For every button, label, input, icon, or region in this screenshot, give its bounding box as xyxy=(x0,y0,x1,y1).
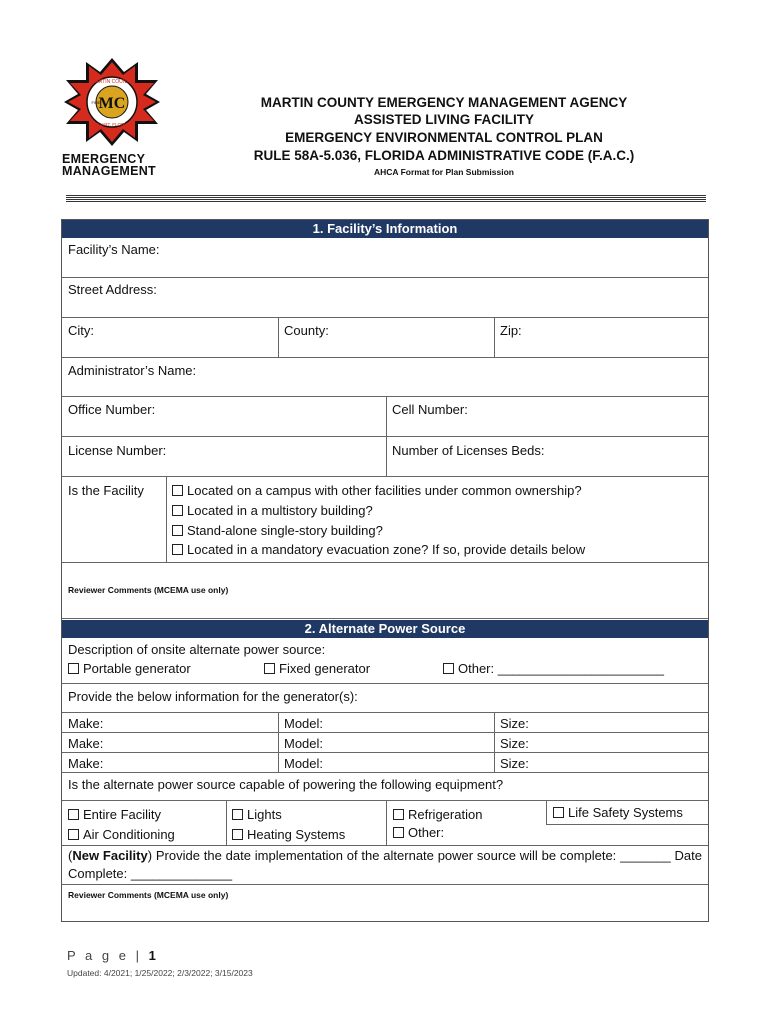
office-number-label: Office Number: xyxy=(68,402,156,417)
maltese-cross-emblem xyxy=(62,56,162,148)
logo-side-letters: FIRE xyxy=(91,100,101,105)
checkbox[interactable] xyxy=(68,663,79,674)
agency-logo xyxy=(62,56,162,178)
option-refrigeration[interactable]: Refrigeration xyxy=(393,807,482,822)
make-label-3: Make: xyxy=(68,756,104,771)
new-facility-statement: (New Facility) Provide the date implementation of the alternate power source will be complete: _______ Date Complete: ______________ xyxy=(68,848,702,881)
street-address-label: Street Address: xyxy=(68,282,157,297)
checkbox[interactable] xyxy=(172,505,183,516)
city-label: City: xyxy=(68,323,94,338)
header-subtitle: AHCA Format for Plan Submission xyxy=(374,167,514,177)
zip-label: Zip: xyxy=(500,323,522,338)
header-divider xyxy=(66,195,706,202)
option-single-story[interactable]: Stand-alone single-story building? xyxy=(172,523,383,538)
power-description-label: Description of onsite alternate power source: xyxy=(68,642,326,657)
reviewer-comments-2[interactable]: Reviewer Comments (MCEMA use only) xyxy=(68,890,229,900)
checkbox[interactable] xyxy=(393,809,404,820)
checkbox[interactable] xyxy=(172,525,183,536)
checkbox[interactable] xyxy=(232,829,243,840)
header-plan-title: EMERGENCY ENVIRONMENTAL CONTROL PLAN xyxy=(285,130,603,145)
logo-line2: MANAGEMENT xyxy=(62,164,156,178)
county-label: County: xyxy=(284,323,329,338)
logo-center-letters: MC xyxy=(98,95,126,112)
section2-title: 2. Alternate Power Source xyxy=(62,620,708,638)
header-rule: RULE 58A-5.036, FLORIDA ADMINISTRATIVE CODE (F.A.C.) xyxy=(253,148,635,163)
option-campus[interactable]: Located on a campus with other facilities under common ownership? xyxy=(172,483,582,498)
make-label-2: Make: xyxy=(68,736,104,751)
option-air-conditioning[interactable]: Air Conditioning xyxy=(68,827,175,842)
checkbox[interactable] xyxy=(264,663,275,674)
option-evacuation-zone[interactable]: Located in a mandatory evacuation zone? If so, provide details below xyxy=(172,542,585,557)
checkbox[interactable] xyxy=(172,485,183,496)
cell-number-label: Cell Number: xyxy=(392,402,468,417)
model-label-3: Model: xyxy=(284,756,324,771)
capable-question: Is the alternate power source capable of powering the following equipment? xyxy=(68,777,504,792)
page-number: 1 xyxy=(148,948,156,963)
provide-info-label: Provide the below information for the generator(s): xyxy=(68,689,358,704)
option-other-source[interactable]: Other: _______________________ xyxy=(443,661,664,676)
page-indicator xyxy=(67,948,156,963)
size-label-2: Size: xyxy=(500,736,529,751)
checkbox[interactable] xyxy=(172,544,183,555)
license-number-label: License Number: xyxy=(68,443,167,458)
option-life-safety[interactable]: Life Safety Systems xyxy=(553,805,683,820)
new-facility-bold: New Facility xyxy=(72,848,148,863)
option-entire-facility[interactable]: Entire Facility xyxy=(68,807,161,822)
option-lights[interactable]: Lights xyxy=(232,807,282,822)
reviewer-comments-1[interactable]: Reviewer Comments (MCEMA use only) xyxy=(68,585,229,595)
header-agency: MARTIN COUNTY EMERGENCY MANAGEMENT AGENCY xyxy=(260,95,628,110)
is-facility-label: Is the Facility xyxy=(68,483,144,498)
size-label-3: Size: xyxy=(500,756,529,771)
logo-ring-bottom: STUART, FLORIDA xyxy=(92,122,132,127)
plan-form xyxy=(61,219,709,922)
checkbox[interactable] xyxy=(68,829,79,840)
page-label: P a g e | xyxy=(67,948,142,963)
checkbox[interactable] xyxy=(68,809,79,820)
logo-ring-top: MARTIN COUNTY xyxy=(91,79,133,85)
licensed-beds-label: Number of Licenses Beds: xyxy=(392,443,545,458)
logo-line1: EMERGENCY xyxy=(62,152,146,166)
option-heating[interactable]: Heating Systems xyxy=(232,827,345,842)
checkbox[interactable] xyxy=(553,807,564,818)
updated-dates: Updated: 4/2021; 1/25/2022; 2/3/2022; 3/15/2023 xyxy=(67,968,253,978)
option-multistory[interactable]: Located in a multistory building? xyxy=(172,503,373,518)
option-fixed-generator[interactable]: Fixed generator xyxy=(264,661,370,676)
size-label-1: Size: xyxy=(500,716,529,731)
option-other-equipment[interactable]: Other: xyxy=(393,825,444,840)
checkbox[interactable] xyxy=(232,809,243,820)
facility-name-label: Facility’s Name: xyxy=(68,242,160,257)
option-portable-generator[interactable]: Portable generator xyxy=(68,661,191,676)
checkbox[interactable] xyxy=(443,663,454,674)
section1-title: 1. Facility’s Information xyxy=(62,220,708,238)
header-facility-type: ASSISTED LIVING FACILITY xyxy=(353,112,534,127)
administrator-label: Administrator’s Name: xyxy=(68,363,197,378)
model-label-1: Model: xyxy=(284,716,324,731)
checkbox[interactable] xyxy=(393,827,404,838)
make-label-1: Make: xyxy=(68,716,104,731)
model-label-2: Model: xyxy=(284,736,324,751)
